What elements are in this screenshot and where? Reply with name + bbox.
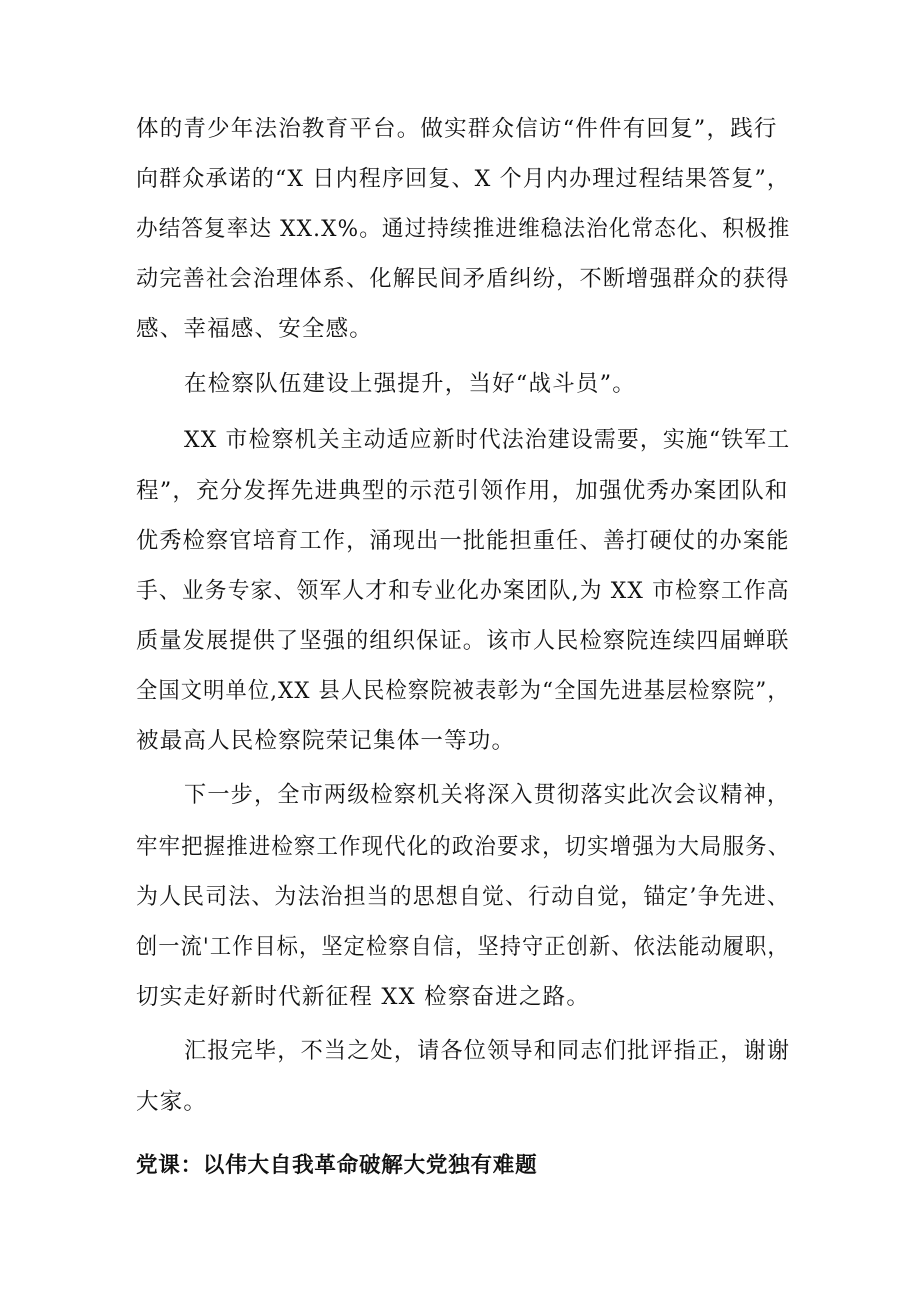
text-line: 质量发展提供了坚强的组织保证。该市人民检察院连续四届蝉联 [136,628,790,654]
text-line: 为人民司法、为法治担当的思想自觉、行动自觉，锚定’争先进、 [136,884,790,910]
text-line: 手、业务专家、领军人才和专业化办案团队,为 XX 市检察工作高 [136,578,790,604]
text-line: 创一流'工作目标，坚定检察自信，坚持守正创新、依法能动履职， [136,934,790,960]
text-line: 在检察队伍建设上强提升，当好“战斗员”。 [184,371,637,397]
text-line: 动完善社会治理体系、化解民间矛盾纠纷，不断增强群众的获得 [136,266,790,292]
text-line: 向群众承诺的“X 日内程序回复、X 个月内办理过程结果答复”， [136,166,791,192]
text-line: 下一步，全市两级检察机关将深入贯彻落实此次会议精神， [184,782,791,808]
section-heading: 党课：以伟大自我革命破解大党独有难题 [136,1153,538,1178]
text-line: 优秀检察官培育工作，涌现出一批能担重任、善打硬仗的办案能 [136,528,790,554]
text-line: 办结答复率达 XX.X%。通过持续推进维稳法治化常态化、积极推 [136,216,791,242]
text-line: 牢牢把握推进检察工作现代化的政治要求，切实增强为大局服务、 [136,834,791,860]
text-line: 程”，充分发挥先进典型的示范引领作用，加强优秀办案团队和 [136,478,789,504]
text-line: 感、幸福感、安全感。 [136,316,374,342]
text-line: 全国文明单位,XX 县人民检察院被表彰为“全国先进基层检察院”， [136,678,790,704]
text-line: XX 市检察机关主动适应新时代法治建设需要，实施“铁军工 [184,427,791,453]
text-line: 体的青少年法治教育平台。做实群众信访“件件有回复”，践行 [136,116,778,142]
text-line: 大家。 [136,1089,208,1115]
text-line: 汇报完毕，不当之处，请各位领导和同志们批评指正，谢谢 [184,1038,791,1064]
text-line: 被最高人民检察院荣记集体一等功。 [136,728,516,754]
text-line: 切实走好新时代新征程 XX 检察奋进之路。 [136,984,591,1010]
